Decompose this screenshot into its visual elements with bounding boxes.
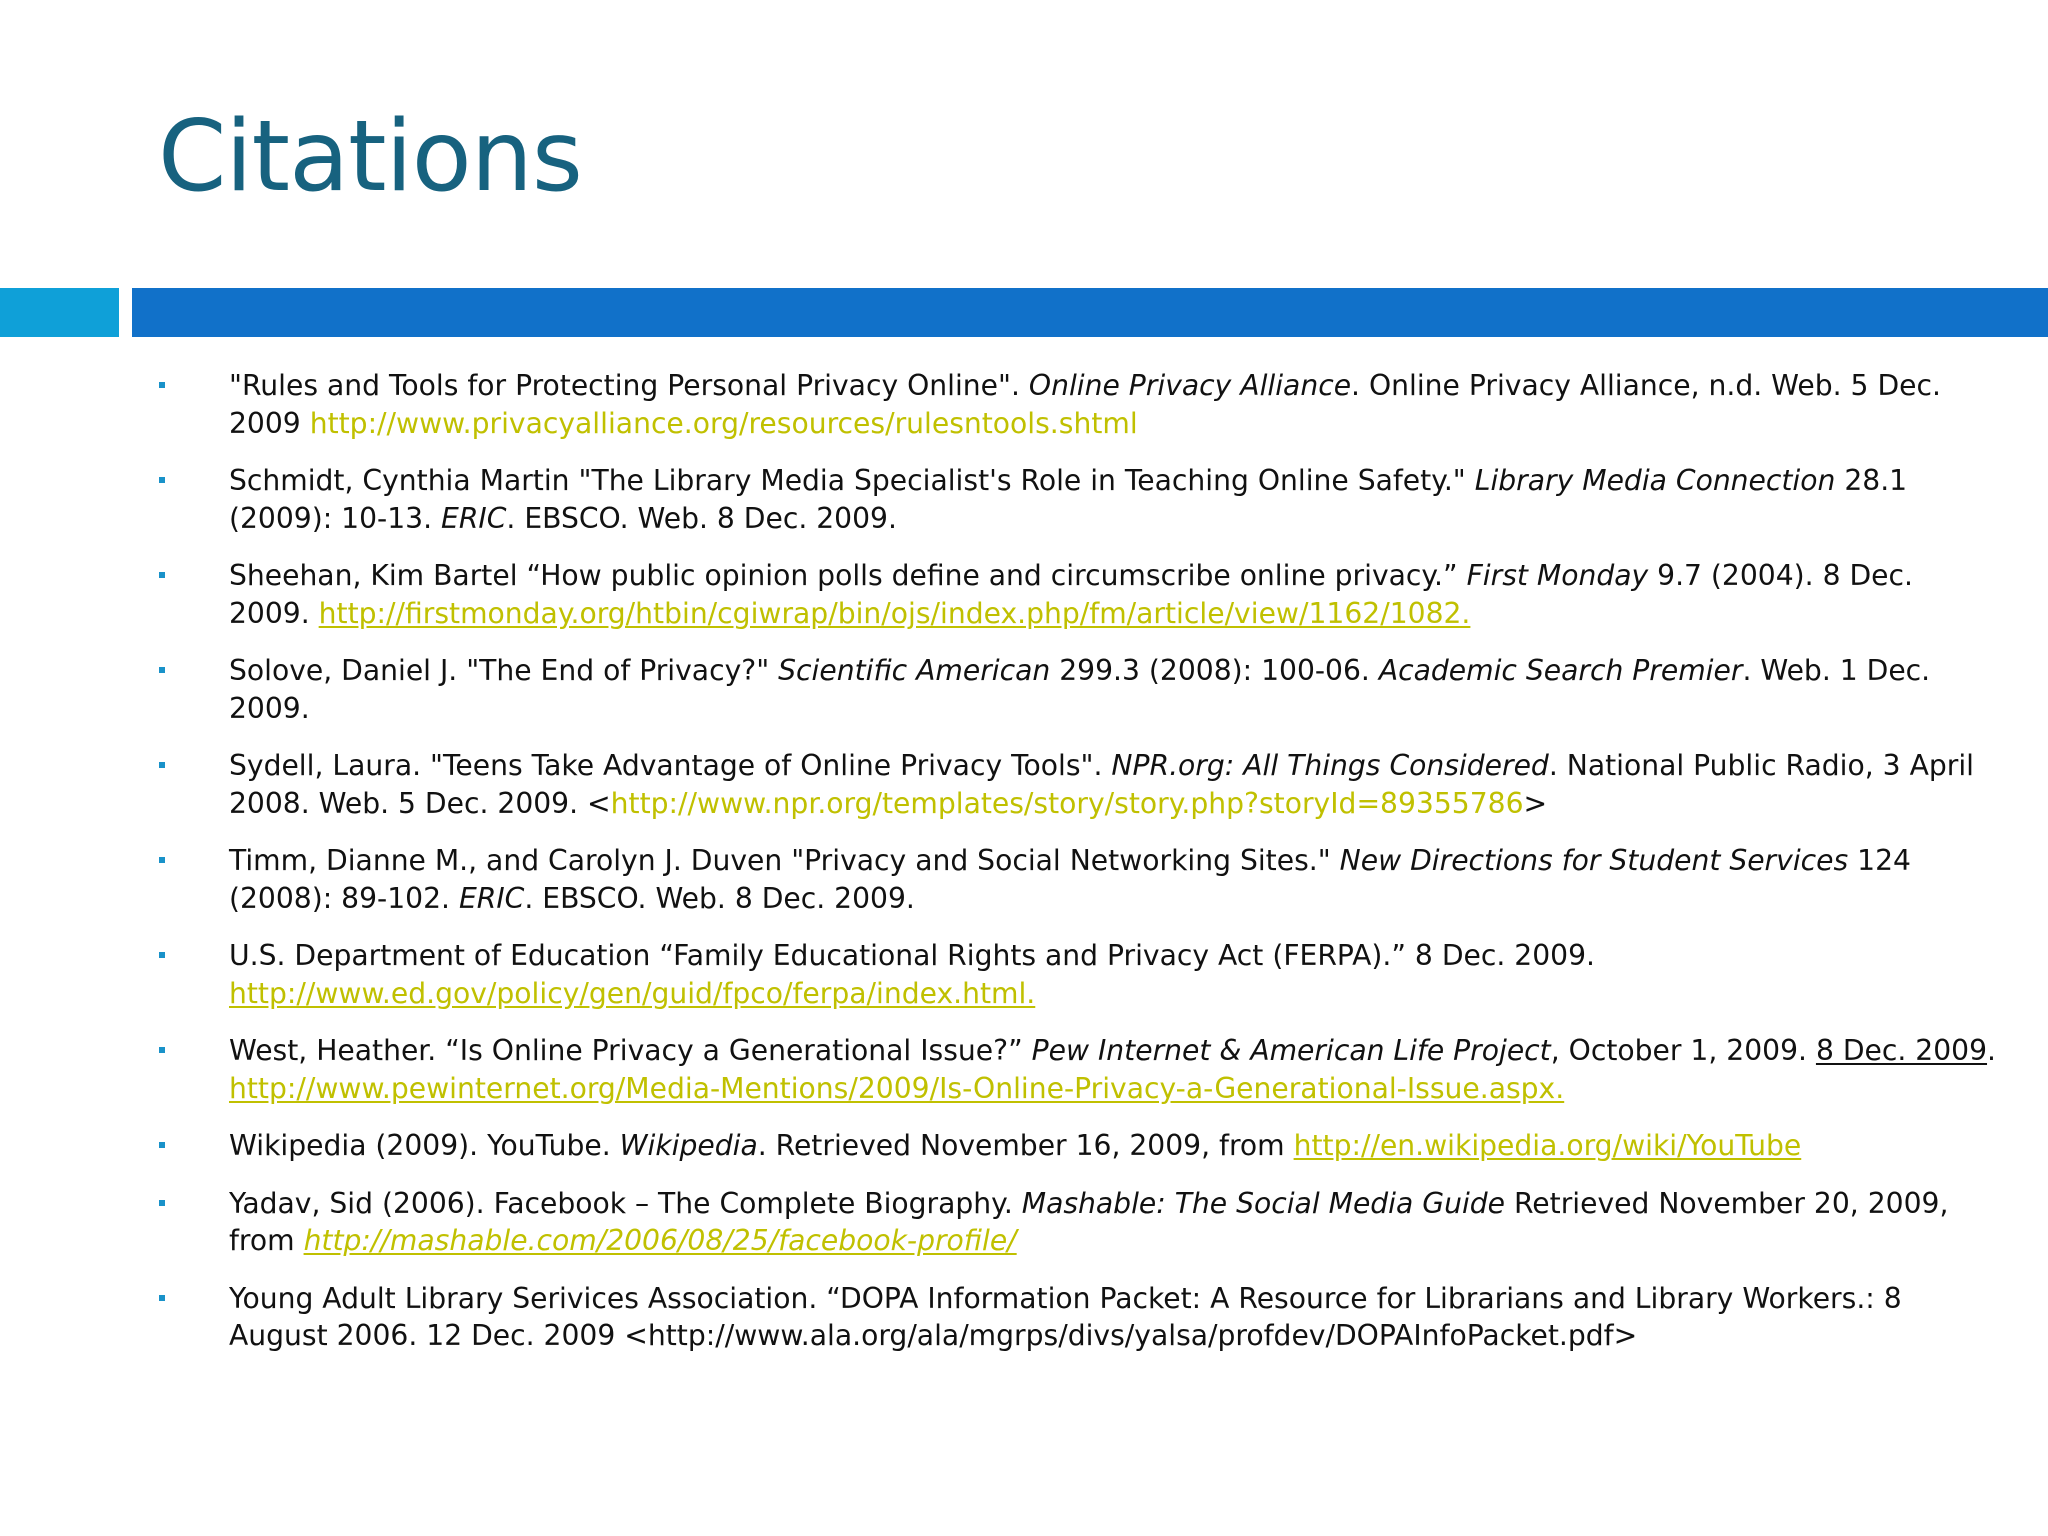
citation-source: New Directions for Student Services [1339,844,1849,877]
citation-text: . [1987,1034,1996,1067]
bullet-icon [159,667,165,673]
bullet-icon [159,382,165,388]
citation-text: 124 (2008): 89-102. [229,844,1911,915]
bullet-icon [159,1047,165,1053]
citation-text: 299.3 (2008): 100-06. [1050,654,1379,687]
citation-source: NPR.org: All Things Considered [1111,749,1549,782]
citation-text: U.S. Department of Education “Family Educational Rights and Privacy Act (FERPA).” 8 Dec. 2009. [229,939,1595,972]
citation-link[interactable]: http://www.npr.org/templates/story/story.php?storyId=89355786 [610,786,1524,820]
citation-item [0,1280,2048,1355]
citation-text: Yadav, Sid (2006). Facebook – The Complete Biography. [229,1186,1022,1220]
citation-source: Wikipedia [619,1129,758,1162]
citation-text: Wikipedia (2009). YouTube. [229,1129,620,1162]
citation-item [0,367,2048,442]
citation-text: . EBSCO. Web. 8 Dec. 2009. [524,881,915,915]
bullet-icon [159,857,165,863]
citation-source: Mashable: The Social Media Guide [1021,1186,1506,1220]
citation-source: Pew Internet & American Life Project [1031,1034,1551,1067]
citation-text: Retrieved November 20, 2009, from [229,1186,1949,1257]
citation-text: . National Public Radio, 3 April 2008. Web. 5 Dec. 2009. < [229,749,1974,820]
bullet-icon [159,952,165,958]
citation-database: ERIC [441,501,507,535]
citation-item [0,557,2048,632]
accent-bar-small [0,288,119,337]
citation-item [0,1185,2048,1260]
citation-text: Schmidt, Cynthia Martin "The Library Media Specialist's Role in Teaching Online Safety." [229,464,1475,497]
citation-item [0,937,2048,1012]
citation-text: . EBSCO. Web. 8 Dec. 2009. [506,501,897,535]
citation-link[interactable]: http://www.pewinternet.org/Media-Mentions/2009/Is-Online-Privacy-a-Generational-Issue.aspx. [229,1071,1565,1105]
citation-access-date: 8 Dec. 2009 [1815,1034,1988,1067]
bullet-icon [159,1200,165,1206]
citation-text: . Web. 1 Dec. 2009. [229,654,1931,725]
citation-item [0,1032,2048,1107]
citation-text: Sheehan, Kim Bartel “How public opinion polls define and circumscribe online privacy.” [229,559,1467,592]
citation-link[interactable]: http://mashable.com/2006/08/25/facebook-profile/ [303,1224,1017,1257]
citation-text: . Online Privacy Alliance, n.d. Web. 5 Dec. 2009 [229,369,1941,440]
citation-link[interactable]: http://en.wikipedia.org/wiki/YouTube [1293,1129,1802,1162]
citation-link[interactable]: http://www.privacyalliance.org/resources/rulesntools.shtml [309,406,1138,440]
citation-link[interactable]: http://www.ed.gov/policy/gen/guid/fpco/ferpa/index.html. [229,976,1036,1010]
citation-text: 28.1 (2009): 10-13. [229,464,1908,535]
bullet-icon [159,1142,165,1148]
citation-database: Academic Search Premier [1378,654,1743,687]
citation-text: "Rules and Tools for Protecting Personal Privacy Online". [229,369,1029,402]
bullet-icon [159,477,165,483]
citation-item [0,462,2048,537]
citation-text: Sydell, Laura. "Teens Take Advantage of Online Privacy Tools". [229,749,1112,782]
citation-text: West, Heather. “Is Online Privacy a Generational Issue?” [229,1034,1032,1067]
citation-text: Solove, Daniel J. "The End of Privacy?" [229,654,779,687]
accent-bar-large [132,288,2048,337]
citation-text: > [1523,786,1548,820]
bullet-icon [159,762,165,768]
citation-item [0,1127,2048,1165]
bullet-icon [159,1295,165,1301]
citation-link[interactable]: http://firstmonday.org/htbin/cgiwrap/bin/ojs/index.php/fm/article/view/1162/1082. [318,596,1471,630]
citation-source: Online Privacy Alliance [1028,369,1352,402]
citation-item [0,652,2048,727]
citation-source: Scientific American [778,654,1051,687]
citation-text: Young Adult Library Serivices Association. “DOPA Information Packet: A Resource for Librarians and Library Workers.: 8 August 2006. 12 Dec. 2009 <http://www.ala.org/ala/mgrps/divs/yalsa/profdev/DOPAInfoPacket.pdf> [229,1281,1902,1352]
citation-database: ERIC [458,881,525,915]
citation-source: First Monday [1466,559,1649,592]
citation-list [0,367,2048,1375]
citation-text: , October 1, 2009. [1550,1034,1816,1067]
citation-source: Library Media Connection [1474,464,1836,497]
citation-text: . Retrieved November 16, 2009, from [757,1129,1294,1162]
slide-title: Citations [158,100,582,214]
bullet-icon [159,572,165,578]
citation-item [0,842,2048,917]
citation-item [0,747,2048,822]
citation-text: Timm, Dianne M., and Carolyn J. Duven "Privacy and Social Networking Sites." [229,844,1340,877]
citation-text: 9.7 (2004). 8 Dec. 2009. [229,559,1913,630]
